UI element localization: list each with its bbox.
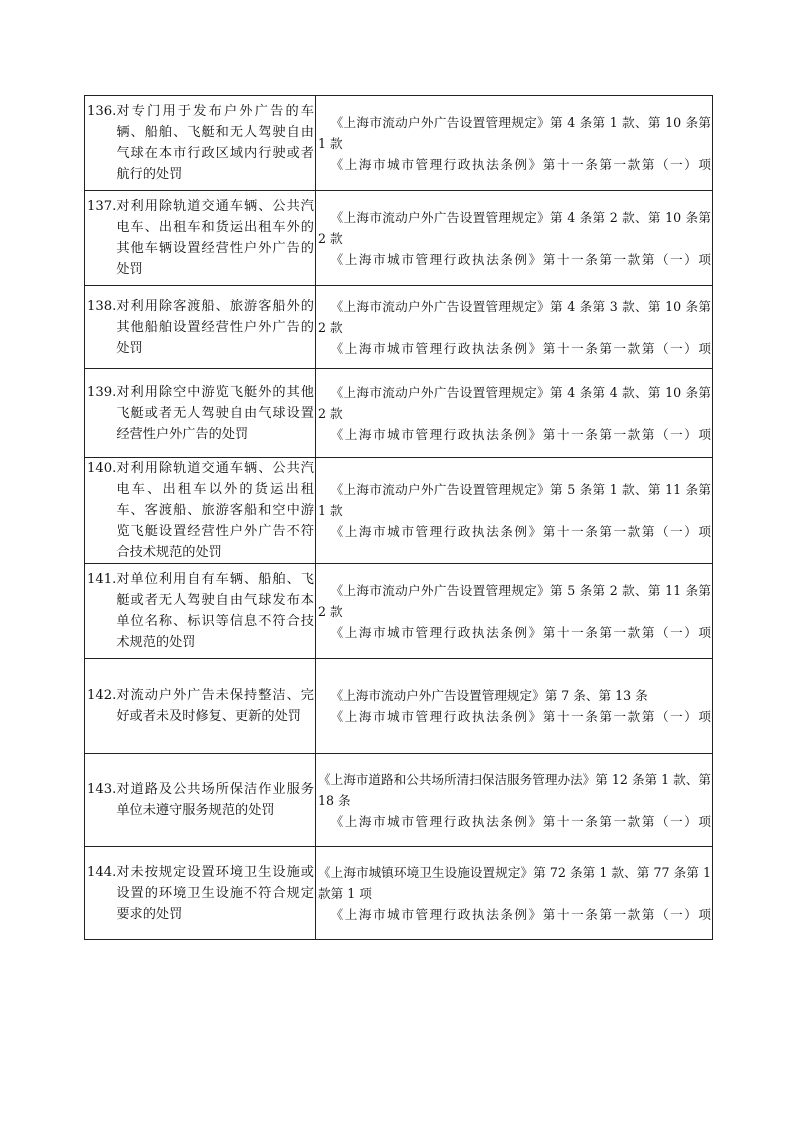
item-text: 对流动户外广告未保持整洁、完好或者未及时修复、更新的处罚: [116, 688, 314, 724]
basis-cell: [316, 369, 713, 458]
item-cell: [85, 96, 316, 191]
item-number: 138.: [87, 298, 117, 314]
basis-primary: 《上海市道路和公共场所清扫保洁服务管理办法》第 12 条第 1 款、第 18 条: [318, 771, 711, 808]
item-number: 141.: [87, 572, 117, 587]
item-cell: [85, 564, 316, 659]
item-cell: [85, 286, 316, 369]
basis-secondary: 《上海市城市管理行政执法条例》第十一条第一款第（一）项: [330, 624, 711, 640]
basis-secondary: 《上海市城市管理行政执法条例》第十一条第一款第（一）项: [330, 524, 711, 539]
basis-cell: [316, 754, 713, 847]
table-row: [85, 191, 713, 286]
basis-secondary: 《上海市城市管理行政执法条例》第十一条第一款第（一）项: [330, 251, 711, 267]
item-cell: [85, 659, 316, 754]
item-cell: [85, 754, 316, 847]
item-number: 143.: [87, 782, 117, 797]
basis-primary: 《上海市流动户外广告设置管理规定》第 4 条第 3 款、第 10 条第 2 款: [318, 298, 711, 335]
item-number: 144.: [87, 864, 117, 880]
basis-primary: 《上海市流动户外广告设置管理规定》第 7 条、第 13 条: [330, 688, 648, 703]
basis-cell: [316, 96, 713, 191]
item-text: 对单位利用自有车辆、船舶、飞艇或者无人驾驶自由气球发布本单位名称、标识等信息不符合技术规范的处罚: [116, 572, 314, 650]
basis-cell: [316, 659, 713, 754]
table-row: [85, 847, 713, 940]
basis-primary: 《上海市流动户外广告设置管理规定》第 4 条第 1 款、第 10 条第 1 款: [318, 114, 711, 151]
item-number: 142.: [87, 688, 117, 703]
basis-primary: 《上海市流动户外广告设置管理规定》第 5 条第 1 款、第 11 条第 1 款: [318, 482, 711, 518]
table-row: [85, 564, 713, 659]
table-row: [85, 754, 713, 847]
basis-secondary: 《上海市城市管理行政执法条例》第十一条第一款第（一）项: [330, 906, 711, 922]
basis-cell: [316, 564, 713, 659]
basis-primary: 《上海市流动户外广告设置管理规定》第 5 条第 2 款、第 11 条第 2 款: [318, 582, 711, 619]
basis-cell: [316, 847, 713, 940]
item-cell: [85, 191, 316, 286]
basis-secondary: 《上海市城市管理行政执法条例》第十一条第一款第（一）项: [330, 156, 711, 172]
table-row: [85, 659, 713, 754]
item-cell: [85, 847, 316, 940]
item-text: 对利用除客渡船、旅游客船外的其他船舶设置经营性户外广告的处罚: [116, 298, 314, 356]
item-text: 对道路及公共场所保洁作业服务单位未遵守服务规范的处罚: [116, 782, 314, 818]
table-row: [85, 369, 713, 458]
item-number: 139.: [87, 384, 117, 400]
item-text: 对未按规定设置环境卫生设施或设置的环境卫生设施不符合规定要求的处罚: [116, 864, 314, 922]
item-text: 对利用除轨道交通车辆、公共汽电车、出租车和货运出租车外的其他车辆设置经营性户外广告的处罚: [116, 199, 314, 277]
item-number: 140.: [87, 461, 117, 476]
item-number: 136.: [87, 104, 117, 119]
item-number: 137.: [87, 199, 117, 214]
item-text: 对利用除轨道交通车辆、公共汽电车、出租车以外的货运出租车、客渡船、旅游客船和空中游览飞艇设置经营性户外广告不符合技术规范的处罚: [116, 461, 314, 560]
item-text: 对专门用于发布户外广告的车辆、船舶、飞艇和无人驾驶自由气球在本市行政区域内行驶或者航行的处罚: [116, 104, 314, 182]
basis-secondary: 《上海市城市管理行政执法条例》第十一条第一款第（一）项: [330, 340, 711, 356]
penalty-items-table: [84, 95, 713, 940]
table-row: [85, 286, 713, 369]
item-cell: [85, 458, 316, 564]
table-row: [85, 96, 713, 191]
basis-primary: 《上海市流动户外广告设置管理规定》第 4 条第 2 款、第 10 条第 2 款: [318, 209, 711, 246]
basis-cell: [316, 191, 713, 286]
item-cell: [85, 369, 316, 458]
basis-secondary: 《上海市城市管理行政执法条例》第十一条第一款第（一）项: [330, 709, 711, 724]
basis-cell: [316, 458, 713, 564]
basis-primary: 《上海市城镇环境卫生设施设置规定》第 72 条第 1 款、第 77 条第 1 款第 1 项: [318, 864, 711, 901]
basis-secondary: 《上海市城市管理行政执法条例》第十一条第一款第（一）项: [330, 426, 711, 442]
basis-secondary: 《上海市城市管理行政执法条例》第十一条第一款第（一）项: [330, 813, 711, 829]
basis-cell: [316, 286, 713, 369]
table-row: [85, 458, 713, 564]
item-text: 对利用除空中游览飞艇外的其他飞艇或者无人驾驶自由气球设置经营性户外广告的处罚: [116, 384, 314, 442]
basis-primary: 《上海市流动户外广告设置管理规定》第 4 条第 4 款、第 10 条第 2 款: [318, 384, 711, 421]
